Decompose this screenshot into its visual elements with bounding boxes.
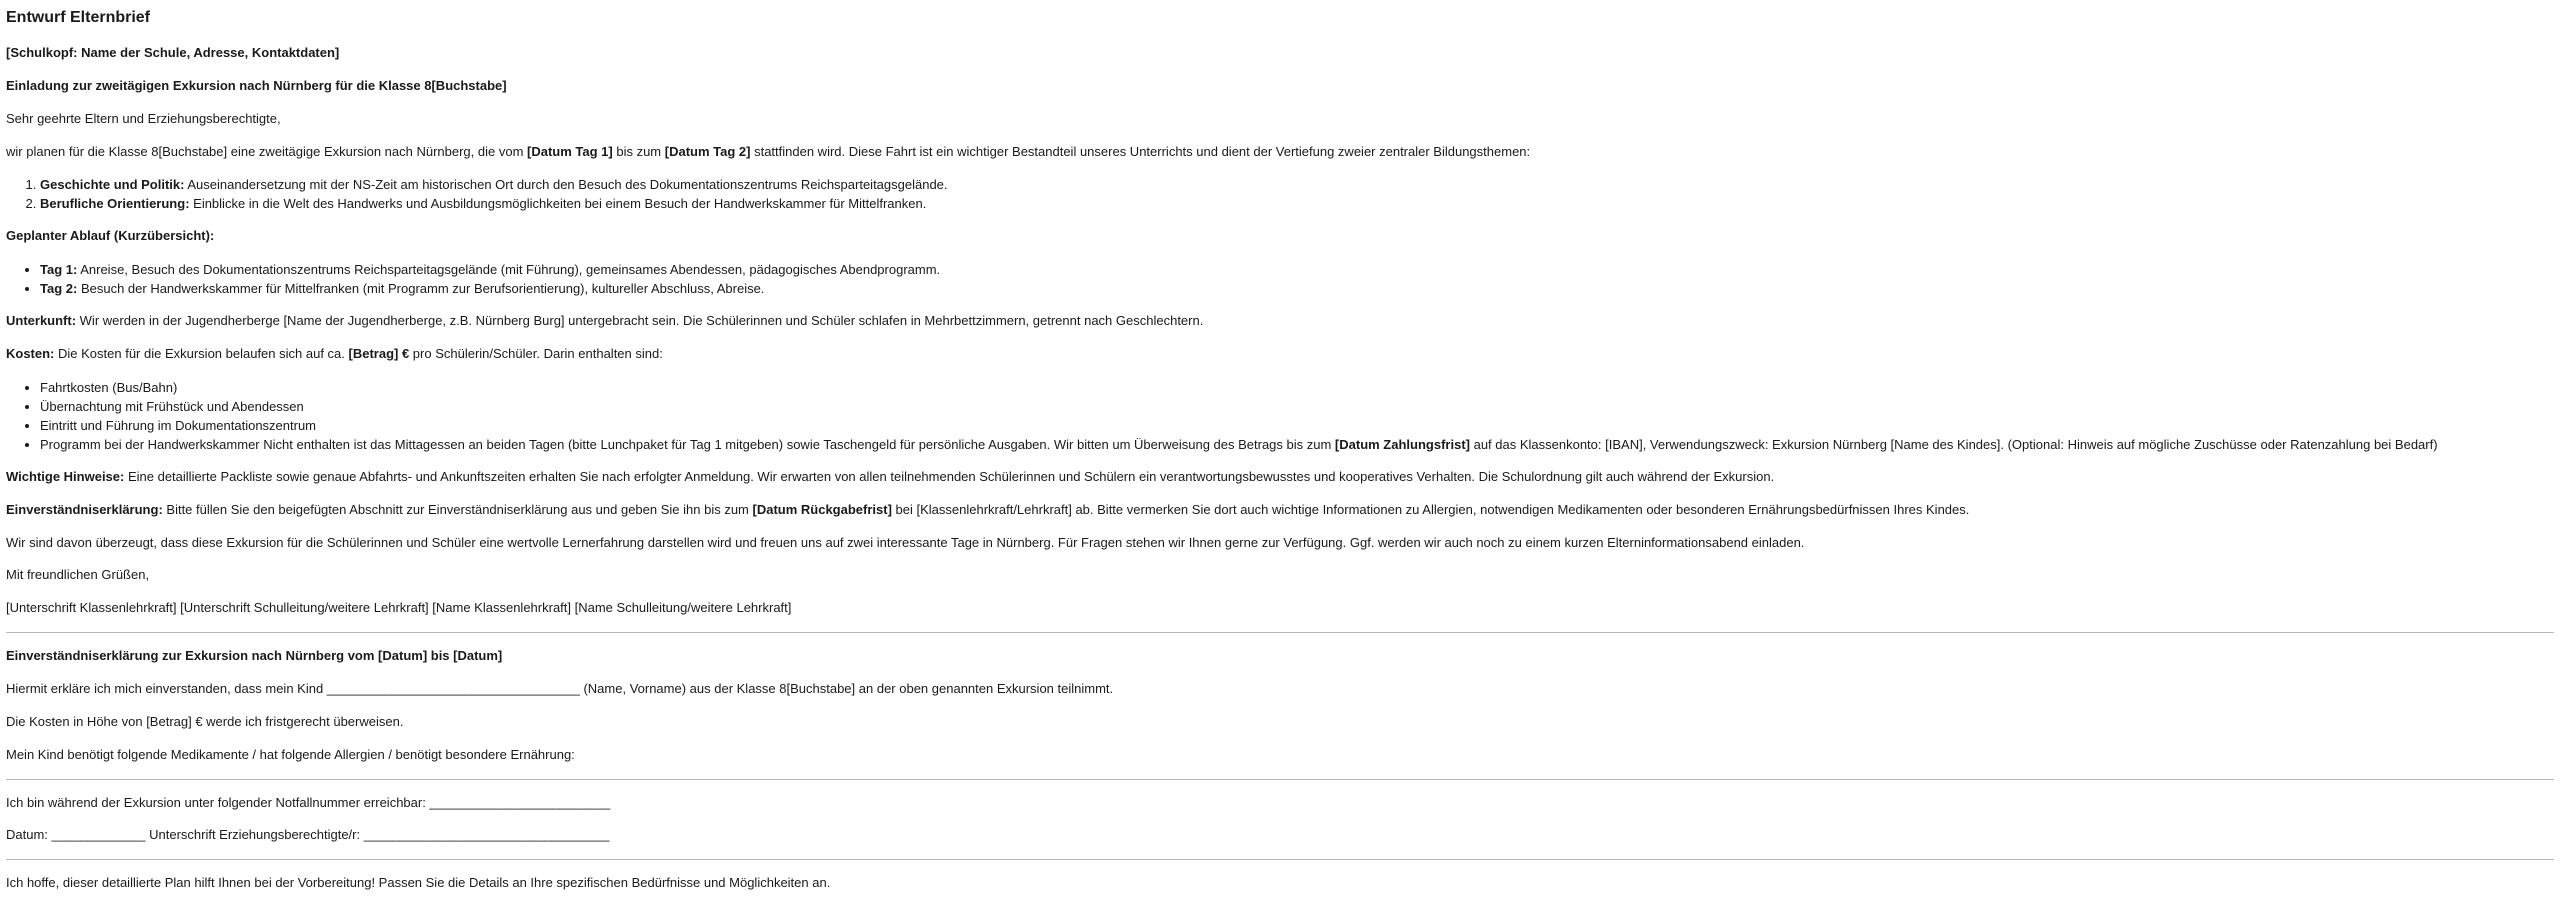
greeting: Mit freundlichen Grüßen, <box>6 567 150 583</box>
list-item: 1. Geschichte und Politik: Auseinandersetzung mit der NS-Zeit am historischen Ort durch den Besuch des Dokumentationszentrums Reichsparteitagsgelände. <box>40 175 2554 194</box>
document-title: Entwurf Elternbrief <box>6 9 151 26</box>
list-item: • Tag 1: Anreise, Besuch des Dokumentationszentrums Reichsparteitagsgelände (mit Führung), gemeinsames Abendessen, pädagogisches Abendprogramm. <box>40 260 2554 279</box>
list-item: • Programm bei der Handwerkskammer Nicht enthalten ist das Mittagessen an beiden Tagen (bitte Lunchpaket für Tag 1 mitgeben) sowie Taschengeld für persönliche Ausgaben. Wir bitten um Überweisung des Betrags bis zum [Datum Zahlungsfrist] auf das Klassenkonto: [IBAN], Verwendungszweck: Exkursion Nürnberg [Name des Kindes]. (Optional: Hinweis auf mögliche Zuschüsse oder Ratenzahlung bei Bedarf) <box>40 435 2554 454</box>
footer-note: Ich hoffe, dieser detaillierte Plan hilft Ihnen bei der Vorbereitung! Passen Sie die Details an Ihre spezifischen Bedürfnisse und Möglichkeiten an. <box>6 875 831 891</box>
form-line-costs: Die Kosten in Höhe von [Betrag] € werde ich fristgerecht überweisen. <box>6 713 404 729</box>
list-item: • Tag 2: Besuch der Handwerkskammer für Mittelfranken (mit Programm zur Berufsorientierung), kultureller Abschluss, Abreise. <box>40 279 2554 298</box>
list-item: • Übernachtung mit Frühstück und Abendessen <box>40 397 2554 416</box>
form-line-medical: Mein Kind benötigt folgende Medikamente / hat folgende Allergien / benötigt besondere Ernährung: <box>6 746 575 762</box>
form-line-date-signature: Datum: _____________ Unterschrift Erziehungsberechtigte/r: __________________________________ <box>6 827 610 843</box>
divider <box>6 632 2554 633</box>
list-item: 2. Berufliche Orientierung: Einblicke in die Welt des Handwerks und Ausbildungsmöglichkeiten bei einem Besuch der Handwerkskammer für Mittelfranken. <box>40 194 2554 213</box>
letter-subject: Einladung zur zweitägigen Exkursion nach Nürnberg für die Klasse 8[Buchstabe] <box>6 77 507 93</box>
divider <box>6 779 2554 780</box>
consent-paragraph: Einverständniserklärung: Bitte füllen Sie den beigefügten Abschnitt zur Einverständniserklärung aus und geben Sie ihn bis zum [Datum Rückgabefrist] bei [Klassenlehrkraft/Lehrkraft] ab. Bitte vermerken Sie dort auch wichtige Informationen zu Allergien, notwendigen Medikamenten oder besonderen Ernährungsbedürfnissen Ihres Kindes. <box>6 501 1970 517</box>
form-heading: Einverständniserklärung zur Exkursion nach Nürnberg vom [Datum] bis [Datum] <box>6 648 503 664</box>
form-line-child: Hiermit erkläre ich mich einverstanden, dass mein Kind ___________________________________ (Name, Vorname) aus der Klasse 8[Buchstabe] an der oben genannten Exkursion teilnimmt. <box>6 680 1114 696</box>
closing-paragraph: Wir sind davon überzeugt, dass diese Exkursion für die Schülerinnen und Schüler eine wertvolle Lernerfahrung darstellen wird und freuen uns auf zwei interessante Tage in Nürnberg. Für Fragen stehen wir Ihnen gerne zur Verfügung. Ggf. werden wir auch noch zu einem kurzen Elterninformationsabend einladen. <box>6 534 1805 550</box>
school-header: [Schulkopf: Name der Schule, Adresse, Kontaktdaten] <box>6 45 340 60</box>
notes-paragraph: Wichtige Hinweise: Eine detaillierte Packliste sowie genaue Abfahrts- und Ankunftszeiten erhalten Sie nach erfolgter Anmeldung. Wir erwarten von allen teilnehmenden Schülerinnen und Schülern ein verantwortungsbewusstes und kooperatives Verhalten. Die Schulordnung gilt auch während der Exkursion. <box>6 468 1775 484</box>
list-item: • Eintritt und Führung im Dokumentationszentrum <box>40 416 2554 435</box>
list-item: • Fahrtkosten (Bus/Bahn) <box>40 378 2554 397</box>
themes-list <box>6 175 2554 213</box>
cost-items-list <box>6 378 2554 454</box>
form-line-emergency: Ich bin während der Exkursion unter folgender Notfallnummer erreichbar: _________________________ <box>6 794 611 810</box>
signature-line: [Unterschrift Klassenlehrkraft] [Unterschrift Schulleitung/weitere Lehrkraft] [Name Klassenlehrkraft] [Name Schulleitung/weitere Lehrkraft] <box>6 600 792 616</box>
schedule-list <box>6 260 2554 298</box>
costs-paragraph: Kosten: Die Kosten für die Exkursion belaufen sich auf ca. [Betrag] € pro Schülerin/Schüler. Darin enthalten sind: <box>6 346 663 362</box>
salutation: Sehr geehrte Eltern und Erziehungsberechtigte, <box>6 110 281 126</box>
divider <box>6 859 2554 860</box>
intro-paragraph: wir planen für die Klasse 8[Buchstabe] eine zweitägige Exkursion nach Nürnberg, die vom [Datum Tag 1] bis zum [Datum Tag 2] stattfinden wird. Diese Fahrt ist ein wichtiger Bestandteil unseres Unterrichts und dient der Vertiefung zweier zentraler Bildungsthemen: <box>6 143 1531 159</box>
schedule-heading: Geplanter Ablauf (Kurzübersicht): <box>6 228 215 244</box>
accommodation-paragraph: Unterkunft: Wir werden in der Jugendherberge [Name der Jugendherberge, z.B. Nürnberg Burg] untergebracht sein. Die Schülerinnen und Schüler schlafen in Mehrbettzimmern, getrennt nach Geschlechtern. <box>6 313 1204 329</box>
